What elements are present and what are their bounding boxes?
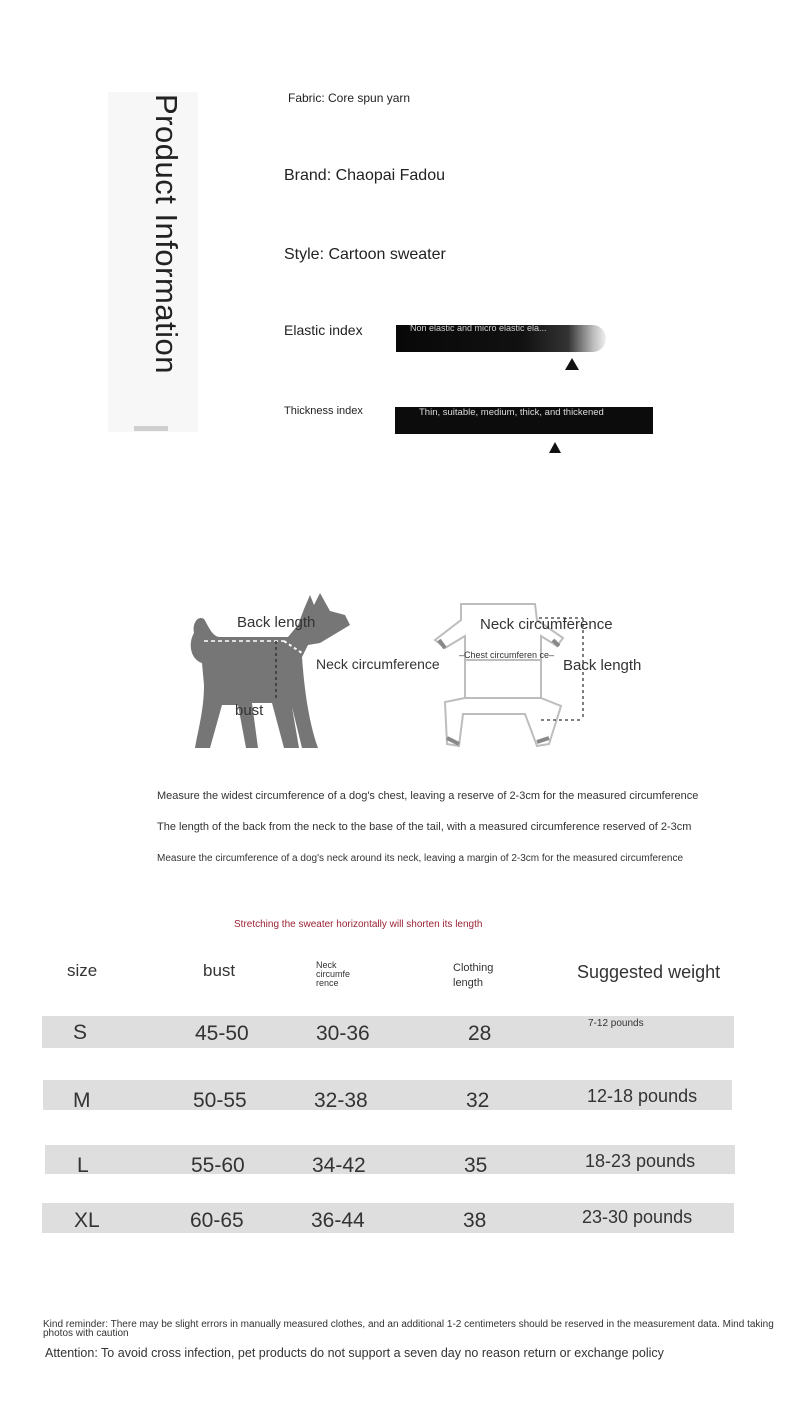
thickness-index-label: Thickness index <box>284 405 363 417</box>
row-bust: 60-65 <box>190 1209 244 1232</box>
style-label: Style: Cartoon sweater <box>284 246 446 263</box>
row-weight: 7-12 pounds <box>588 1018 644 1029</box>
dog-back-length-label: Back length <box>237 614 316 631</box>
header-neck: Neck circumfe rence <box>316 960 351 988</box>
row-neck: 36-44 <box>311 1209 365 1232</box>
dog-bust-label: bust <box>235 702 264 719</box>
stretch-warning: Stretching the sweater horizontally will shorten its length <box>234 919 483 930</box>
row-bust: 45-50 <box>195 1022 249 1045</box>
brand-label: Brand: Chaopai Fadou <box>284 167 445 184</box>
row-length: 35 <box>464 1154 488 1177</box>
sweater-neck-label: Neck circumference <box>480 616 613 633</box>
sweater-chest-label: –Chest circumferen ce– <box>459 650 555 660</box>
fabric-label: Fabric: Core spun yarn <box>288 91 411 105</box>
elastic-index-label: Elastic index <box>284 322 363 338</box>
kind-reminder: Kind reminder: There may be slight errors in manually measured clothes, and an additional 1-2 centimeters should be reserved in the measurement data. Mind taking photos with caution <box>43 1319 774 1339</box>
row-neck: 34-42 <box>312 1154 366 1177</box>
elastic-pointer-icon <box>565 358 579 370</box>
row-weight: 12-18 pounds <box>587 1086 698 1106</box>
neck-measure-note: Measure the circumference of a dog's neck around its neck, leaving a margin of 2-3cm for the measured circumference <box>157 853 684 864</box>
row-bust: 50-55 <box>193 1089 247 1112</box>
bust-measure-note: Measure the widest circumference of a dog's chest, leaving a reserve of 2-3cm for the measured circumference <box>157 790 699 802</box>
row-length: 32 <box>466 1089 490 1112</box>
thickness-index-bar-text: Thin, suitable, medium, thick, and thickened <box>419 407 604 418</box>
row-neck: 32-38 <box>314 1089 368 1112</box>
dog-neck-label: Neck circumference <box>316 656 440 672</box>
row-size: M <box>73 1089 91 1112</box>
row-weight: 18-23 pounds <box>585 1151 696 1171</box>
sweater-back-length-label: Back length <box>563 657 642 674</box>
product-info-heading: Product Information <box>149 94 184 375</box>
back-measure-note: The length of the back from the neck to the base of the tail, with a measured circumference reserved of 2-3cm <box>157 821 692 833</box>
row-length: 38 <box>463 1209 487 1232</box>
row-size: S <box>73 1021 88 1044</box>
elastic-index-bar-text: Non elastic and micro elastic ela... <box>410 325 547 333</box>
row-size: L <box>77 1154 89 1177</box>
elastic-index-bar <box>396 325 606 352</box>
header-size: size <box>67 961 98 980</box>
row-bust: 55-60 <box>191 1154 245 1177</box>
thickness-pointer-icon <box>549 442 561 453</box>
row-length: 28 <box>468 1022 492 1045</box>
header-length: Clothing length <box>453 962 494 989</box>
thickness-index-bar <box>395 407 653 434</box>
header-bust: bust <box>203 961 236 980</box>
row-weight: 23-30 pounds <box>582 1207 693 1227</box>
heading-underline <box>134 426 168 431</box>
header-weight: Suggested weight <box>577 962 721 982</box>
row-size: XL <box>74 1209 100 1232</box>
row-neck: 30-36 <box>316 1022 370 1045</box>
attention-note: Attention: To avoid cross infection, pet products do not support a seven day no reason return or exchange policy <box>45 1346 664 1360</box>
